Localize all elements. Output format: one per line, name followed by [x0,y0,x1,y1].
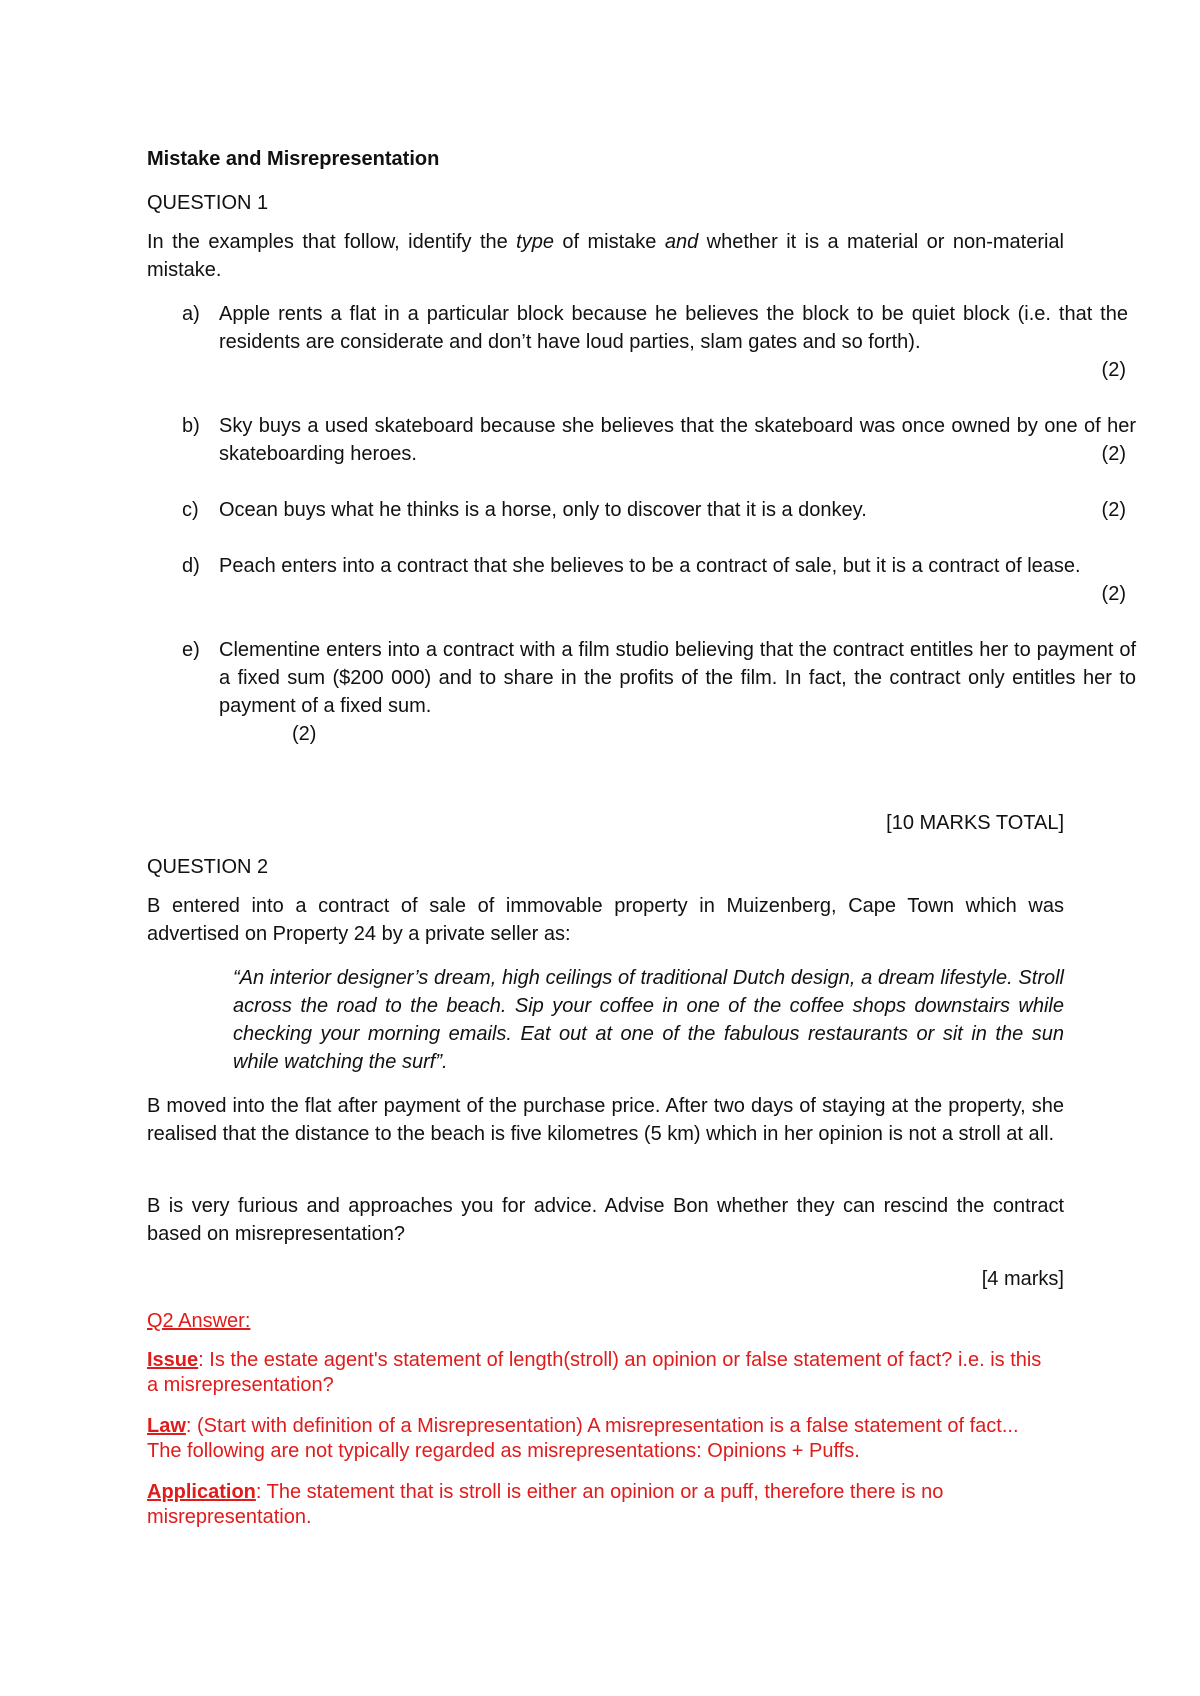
answer-issue-label: Issue [147,1349,199,1371]
intro-text-type: type [516,231,554,253]
mark-value: (2) [1101,359,1126,381]
answer-law [147,1414,1064,1464]
list-item-label: a) [182,303,200,325]
list-item-c [147,496,1136,524]
list-item-text: Sky buys a used skateboard because she believes that the skateboard was once owned by one of her skateboarding heroes. [219,415,1136,465]
answer-title: Q2 Answer: [147,1310,251,1332]
answer-law-label: Law [147,1415,186,1437]
list-item-label: c) [182,499,199,521]
question-2-heading: QUESTION 2 [147,856,269,878]
intro-text-and: and [664,231,699,253]
intro-text-2: of mistake [553,231,665,253]
mark-value: (2) [1101,443,1126,465]
answer-law-text-1: : (Start with definition of a Misrepresentation) A misrepresentation is a false statement of fact... [185,1415,1019,1437]
question-1-intro [147,228,1064,284]
advert-quote: “An interior designer’s dream, high ceilings of traditional Dutch design, a dream lifestyle. Stroll across the road to the beach. Sip your coffee in one of the coffee shops downstairs while checking your morning emails. Eat out at one of the fabulous restaurants or sit in the sun while watching the surf”. [233,967,1064,1073]
answer-law-text-2: The following are not typically regarded as misrepresentations: Opinions + Puffs. [147,1440,860,1462]
list-item-label: b) [182,415,200,437]
list-item-label: d) [182,555,200,577]
mark-value: (2) [292,723,317,745]
list-item-text: Ocean buys what he thinks is a horse, only to discover that it is a donkey. [219,499,867,521]
question-1-total: [10 MARKS TOTAL] [886,812,1064,834]
answer-issue [147,1348,1047,1398]
document-title: Mistake and Misrepresentation [147,148,440,170]
question-1-heading: QUESTION 1 [147,192,269,214]
answer-application [147,1480,1007,1530]
answer-application-label: Application [147,1481,256,1503]
list-item-text: Peach enters into a contract that she believes to be a contract of sale, but it is a contract of lease. [219,555,1081,577]
question-2-intro: B entered into a contract of sale of immovable property in Muizenberg, Cape Town which was advertised on Property 24 by a private seller as: [147,895,1064,945]
question-2-paragraph-2: B is very furious and approaches you for advice. Advise Bon whether they can rescind the contract based on misrepresentation? [147,1195,1064,1245]
question-2-paragraph-1: B moved into the flat after payment of the purchase price. After two days of staying at the property, she realised that the distance to the beach is five kilometres (5 km) which in her opinion is not a stroll at all. [147,1095,1064,1145]
intro-text-1: In the examples that follow, identify the [147,231,517,253]
answer-application-text: : The statement that is stroll is either an opinion or a puff, therefore there is no misrepresentation. [147,1481,944,1528]
list-item-e [147,636,1136,745]
list-item-a [147,300,1136,381]
mark-value: (2) [1101,499,1126,521]
list-item-b [147,412,1136,468]
question-2-marks: [4 marks] [981,1268,1064,1290]
list-item-label: e) [182,639,200,661]
intro-text-3: whether it is a material or non-material mistake. [147,231,1064,281]
answer-issue-text: : Is the estate agent's statement of length(stroll) an opinion or false statement of fact? i.e. is this a misrepresentation? [147,1349,1042,1396]
list-item-d [147,552,1136,605]
mark-value: (2) [1101,583,1126,605]
list-item-text: Apple rents a flat in a particular block because he believes the block to be quiet block (i.e. that the residents are considerate and don’t have loud parties, slam gates and so forth). [219,303,1128,353]
list-item-text: Clementine enters into a contract with a film studio believing that the contract entitles her to payment of a fixed sum ($200 000) and to share in the profits of the film. In fact, the contract only entitles her to payment of a fixed sum. [219,639,1136,717]
